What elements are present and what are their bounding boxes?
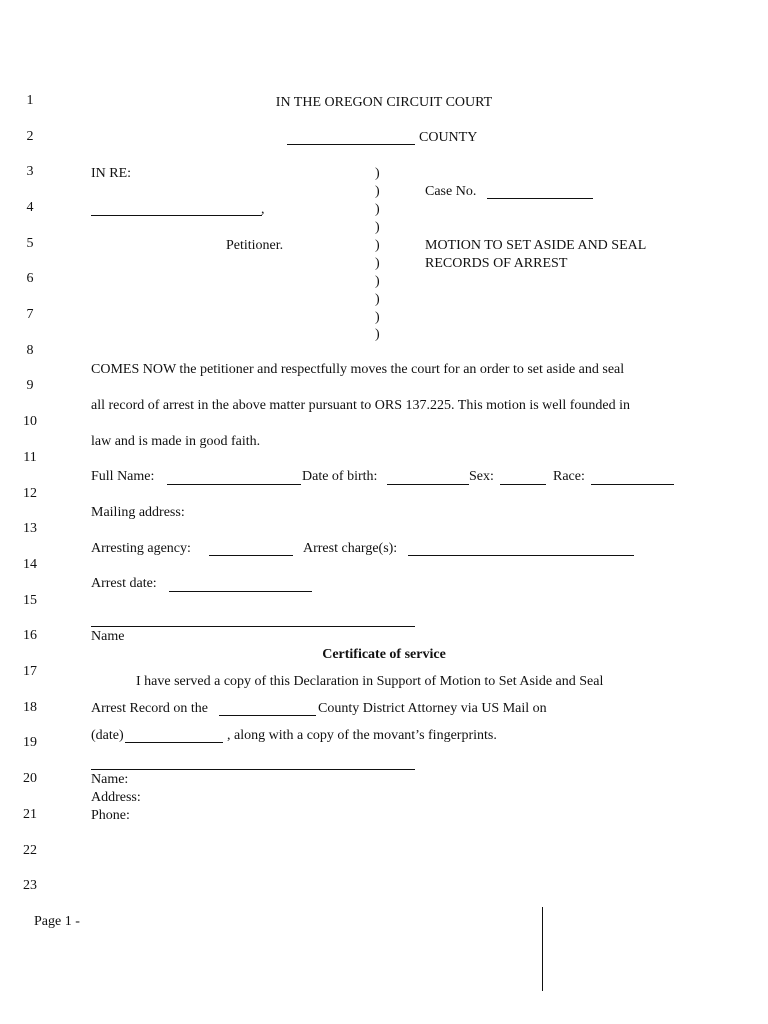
sex-blank[interactable] <box>500 484 546 485</box>
line-number: 20 <box>23 771 37 786</box>
certificate-line-3b: , along with a copy of the movant’s fingerprints. <box>227 728 497 743</box>
arrest-date-label: Arrest date: <box>91 576 157 591</box>
line-number: 18 <box>23 700 37 715</box>
body-line: COMES NOW the petitioner and respectfully moves the court for an order to set aside and seal <box>91 362 625 377</box>
line-number: 11 <box>23 450 37 465</box>
certificate-title: Certificate of service <box>322 647 446 662</box>
caption-paren: ) <box>375 238 380 253</box>
caption-paren: ) <box>375 274 380 289</box>
body-line: law and is made in good faith. <box>91 434 261 449</box>
petitioner-label: Petitioner. <box>226 238 284 253</box>
case-no-label: Case No. <box>425 184 477 199</box>
race-label: Race: <box>553 469 585 484</box>
line-number: 16 <box>23 628 37 643</box>
petitioner-comma: , <box>261 202 265 217</box>
full-name-blank[interactable] <box>167 484 301 485</box>
service-date-blank[interactable] <box>125 742 223 743</box>
line-number: 9 <box>26 378 34 393</box>
county-label: COUNTY <box>419 130 478 145</box>
arrest-charge-label: Arrest charge(s): <box>303 541 398 556</box>
line-number: 15 <box>23 593 37 608</box>
caption-paren: ) <box>375 220 380 235</box>
certificate-line-2a: Arrest Record on the <box>91 701 209 716</box>
case-no-blank[interactable] <box>487 198 593 199</box>
line-number: 8 <box>26 343 34 358</box>
race-blank[interactable] <box>591 484 674 485</box>
caption-paren: ) <box>375 292 380 307</box>
caption-paren: ) <box>375 310 380 325</box>
certificate-signature-line[interactable] <box>91 769 415 770</box>
motion-title: MOTION TO SET ASIDE AND SEAL <box>425 238 647 253</box>
caption-paren: ) <box>375 256 380 271</box>
line-number: 21 <box>23 807 37 822</box>
signature-line[interactable] <box>91 626 415 627</box>
certificate-line: I have served a copy of this Declaration in Support of Motion to Set Aside and Seal <box>136 674 604 689</box>
line-number: 14 <box>23 557 37 572</box>
dob-blank[interactable] <box>387 484 469 485</box>
sig-phone-label: Phone: <box>91 808 130 823</box>
full-name-label: Full Name: <box>91 469 155 484</box>
county-blank[interactable] <box>287 144 415 145</box>
line-number: 10 <box>23 414 37 429</box>
line-number: 19 <box>23 735 37 750</box>
date-label: (date) <box>91 728 124 743</box>
line-number: 23 <box>23 878 37 893</box>
line-number: 4 <box>26 200 34 215</box>
signature-name-label: Name <box>91 629 125 644</box>
line-number: 1 <box>26 93 34 108</box>
in-re-label: IN RE: <box>91 166 132 181</box>
arresting-agency-blank[interactable] <box>209 555 293 556</box>
motion-title-line-2: RECORDS OF ARREST <box>425 256 568 271</box>
certificate-line-2b: County District Attorney via US Mail on <box>318 701 547 716</box>
line-number: 6 <box>26 271 34 286</box>
sig-address-label: Address: <box>91 790 141 805</box>
sig-name-label: Name: <box>91 772 129 787</box>
caption-paren: ) <box>375 184 380 199</box>
line-number: 5 <box>26 236 34 251</box>
line-number: 13 <box>23 521 37 536</box>
petitioner-name-blank[interactable] <box>91 215 262 216</box>
line-number: 2 <box>26 129 34 144</box>
line-number: 22 <box>23 843 37 858</box>
line-number: 7 <box>26 307 34 322</box>
arresting-agency-label: Arresting agency: <box>91 541 191 556</box>
page-footer: Page 1 - <box>34 914 80 929</box>
da-county-blank[interactable] <box>219 715 316 716</box>
line-number: 12 <box>23 486 37 501</box>
caption-paren: ) <box>375 166 380 181</box>
caption-paren: ) <box>375 202 380 217</box>
arrest-date-blank[interactable] <box>169 591 312 592</box>
line-number: 3 <box>26 164 34 179</box>
sex-label: Sex: <box>469 469 494 484</box>
body-line: all record of arrest in the above matter pursuant to ORS 137.225. This motion is well founded in <box>91 398 631 413</box>
caption-paren: ) <box>375 327 380 342</box>
mailing-address-label: Mailing address: <box>91 505 185 520</box>
court-heading: IN THE OREGON CIRCUIT COURT <box>275 95 493 110</box>
dob-label: Date of birth: <box>302 469 378 484</box>
footer-divider <box>542 907 543 991</box>
line-number: 17 <box>23 664 37 679</box>
arrest-charge-blank[interactable] <box>408 555 634 556</box>
